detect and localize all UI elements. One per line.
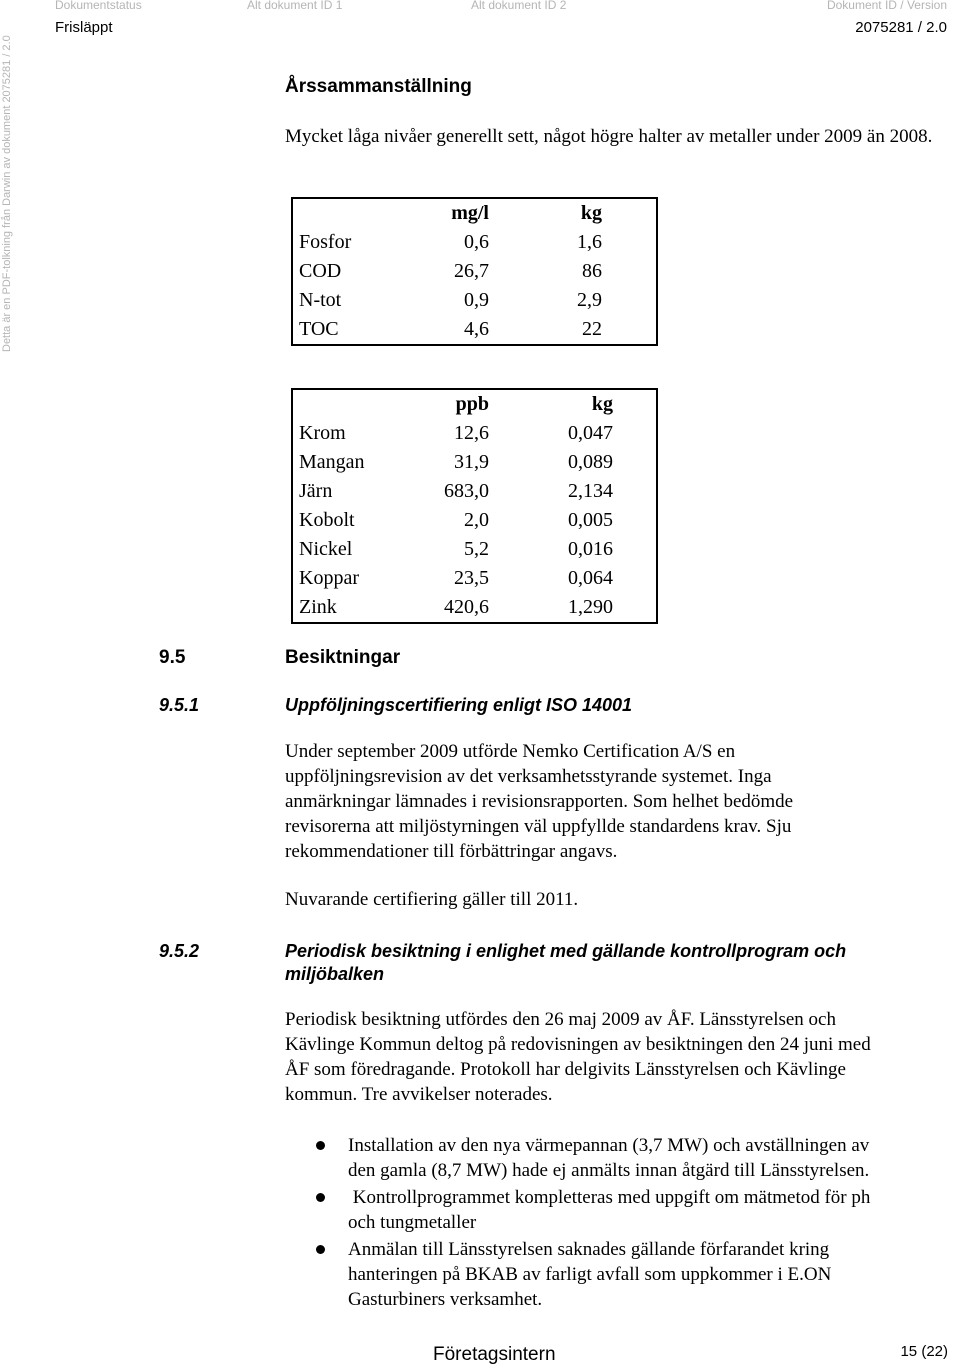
paragraph-line: Under september 2009 utförde Nemko Certification A/S en	[285, 741, 736, 762]
section-number-9-5-1: 9.5.1	[159, 695, 200, 715]
paragraph-line: rekommendationer till förbättringar angavs.	[285, 841, 618, 862]
list-item	[316, 1185, 936, 1235]
paragraph-line: Periodisk besiktning utfördes den 26 maj 2009 av ÅF. Länsstyrelsen och	[285, 1009, 836, 1030]
footer-classification: Företagsintern	[433, 1344, 556, 1365]
list-item-line: den gamla (8,7 MW) hade ej anmälts innan åtgärd till Länsstyrelsen.	[348, 1160, 870, 1181]
table-header-cell: kg	[580, 202, 602, 224]
table-cell: Kobolt	[299, 509, 355, 531]
table-cell: 86	[582, 260, 602, 282]
section-9-5-2-paragraph	[285, 1007, 950, 1107]
table-row	[292, 448, 657, 477]
bullet-icon	[316, 1141, 325, 1150]
table-row	[292, 286, 657, 315]
paragraph-line: Kävlinge Kommun deltog på redovisningen av besiktningen den 24 juni med	[285, 1034, 871, 1055]
table-header-cell	[292, 198, 417, 228]
document-status-value: Frisläppt	[55, 19, 113, 36]
paragraph-line: revisorerna att miljöstyrningen väl uppfyllde standardens krav. Sju	[285, 816, 792, 837]
table-cell: TOC	[299, 318, 339, 340]
page-number: 15 (22)	[900, 1343, 948, 1360]
heading-line: miljöbalken	[285, 964, 385, 984]
table-header-row	[292, 198, 657, 228]
bullet-icon	[316, 1245, 325, 1254]
table-row	[292, 419, 657, 448]
table-cell: 0,6	[464, 231, 489, 253]
table-cell: 420,6	[444, 596, 489, 618]
table-row	[292, 593, 657, 623]
table-cell: 26,7	[454, 260, 489, 282]
paragraph-line: kommun. Tre avvikelser noterades.	[285, 1084, 553, 1105]
table-cell: 2,0	[464, 509, 489, 531]
table-header-cell: mg/l	[451, 202, 489, 224]
section-title-9-5-2	[285, 940, 945, 986]
header-col-document-status: Dokumentstatus	[55, 0, 142, 12]
section-title: Årssammanställning	[285, 76, 472, 97]
deviation-list	[316, 1133, 936, 1314]
header-col-alt-id-2: Alt dokument ID 2	[471, 0, 567, 12]
header-col-document-id: Dokument ID / Version	[826, 0, 947, 12]
table-row	[292, 315, 657, 345]
table-cell: 0,016	[568, 538, 613, 560]
table-cell: 1,6	[577, 231, 602, 253]
table-cell: 0,9	[464, 289, 489, 311]
table-cell: 683,0	[444, 480, 489, 502]
table-cell: 22	[582, 318, 602, 340]
table-row	[292, 564, 657, 593]
table-cell: 2,9	[577, 289, 602, 311]
table-row	[292, 477, 657, 506]
table-cell: 12,6	[454, 422, 489, 444]
table-cell: Nickel	[299, 538, 353, 560]
paragraph-line: uppföljningsrevision av det verksamhetsstyrande systemet. Inga	[285, 766, 772, 787]
document-id-value: 2075281 / 2.0	[855, 19, 947, 36]
table-header-cell: kg	[591, 393, 613, 415]
sidebar-provenance-text: Detta är en PDF-tolkning från Darwin av dokument 2075281 / 2.0	[1, 35, 13, 352]
table-cell: Fosfor	[299, 231, 352, 253]
table-row	[292, 535, 657, 564]
section-title-9-5-1: Uppföljningscertifiering enligt ISO 14001	[285, 695, 633, 715]
list-item	[316, 1133, 936, 1183]
certification-validity: Nuvarande certifiering gäller till 2011.	[285, 889, 579, 910]
table-cell: 0,047	[568, 422, 613, 444]
table-cell: Järn	[299, 480, 333, 502]
table-cell: 23,5	[454, 567, 489, 589]
list-item	[316, 1237, 936, 1312]
table-cell: N-tot	[299, 289, 342, 311]
table-cell: 0,064	[568, 567, 613, 589]
table-cell: 1,290	[568, 596, 613, 618]
table-header-cell: ppb	[455, 393, 489, 415]
section-title-9-5: Besiktningar	[285, 647, 401, 668]
table-cell: 0,005	[568, 509, 613, 531]
list-item-line: hanteringen på BKAB av farligt avfall som uppkommer i E.ON	[348, 1264, 832, 1285]
header-col-alt-id-1: Alt dokument ID 1	[247, 0, 343, 12]
table-header-row	[292, 389, 657, 419]
section-intro: Mycket låga nivåer generellt sett, något högre halter av metaller under 2009 än 2008.	[285, 126, 933, 147]
section-number-9-5: 9.5	[159, 647, 186, 668]
table-cell: 0,089	[568, 451, 613, 473]
list-item-line: och tungmetaller	[348, 1212, 477, 1233]
table-row	[292, 257, 657, 286]
list-item-line: Anmälan till Länsstyrelsen saknades gällande förfarandet kring	[348, 1239, 830, 1260]
list-item-line: Kontrollprogrammet kompletteras med uppgift om mätmetod för ph	[348, 1187, 871, 1208]
metals-table	[291, 388, 658, 624]
table-cell: 31,9	[454, 451, 489, 473]
section-9-5-1-paragraph	[285, 739, 935, 864]
table-cell: Mangan	[299, 451, 365, 473]
table-cell: Zink	[299, 596, 337, 618]
table-row	[292, 506, 657, 535]
paragraph-line: anmärkningar lämnades i revisionsrapporten. Som helhet bedömde	[285, 791, 794, 812]
table-cell: 5,2	[464, 538, 489, 560]
table-cell: COD	[299, 260, 342, 282]
list-item-line: Gasturbiners verksamhet.	[348, 1289, 543, 1310]
bullet-icon	[316, 1193, 325, 1202]
list-item-line: Installation av den nya värmepannan (3,7 MW) och avställningen av	[348, 1135, 870, 1156]
table-cell: Koppar	[299, 567, 359, 589]
heading-line: Periodisk besiktning i enlighet med gällande kontrollprogram och	[285, 941, 847, 961]
table-cell: Krom	[299, 422, 346, 444]
nutrients-table	[291, 197, 658, 346]
section-number-9-5-2: 9.5.2	[159, 941, 200, 961]
table-cell: 4,6	[464, 318, 489, 340]
table-row	[292, 228, 657, 257]
table-header-cell	[292, 389, 417, 419]
paragraph-line: ÅF som föredragande. Protokoll har delgivits Länsstyrelsen och Kävlinge	[285, 1059, 846, 1080]
table-cell: 2,134	[568, 480, 613, 502]
